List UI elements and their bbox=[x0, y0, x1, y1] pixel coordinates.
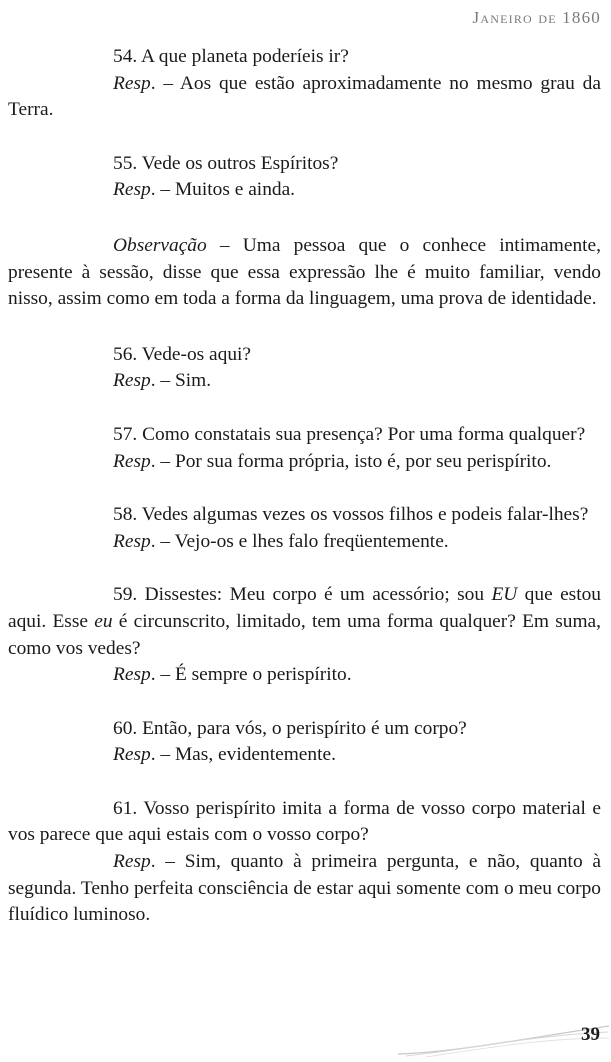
resp-label: Resp bbox=[113, 179, 151, 201]
resp-label: Resp bbox=[113, 664, 151, 686]
resp-label: Resp bbox=[113, 744, 151, 766]
answer-59: Resp. – É sempre o perispírito. bbox=[113, 664, 352, 686]
answer-61: Resp. – Sim, quanto à primeira pergunta, e não, quanto à segunda. Tenho perfeita consciência de estar aqui somente com o meu corpo fluídico luminoso. bbox=[8, 851, 601, 926]
answer-58: Resp. – Vejo-os e lhes falo freqüentemente. bbox=[113, 530, 449, 552]
question-59: 59. Dissestes: Meu corpo é um acessório; sou EU que estou aqui. Esse eu é circunscrito, limitado, tem uma forma qualquer? Em suma, como vos vedes? bbox=[8, 584, 601, 659]
observation-55: Observação – Uma pessoa que o conhece intimamente, presente à sessão, disse que essa expressão lhe é muito familiar, vendo nisso, assim como em toda a forma da linguagem, uma prova de identidade. bbox=[8, 234, 601, 310]
answer-57: Resp. – Por sua forma própria, isto é, por seu perispírito. bbox=[113, 450, 552, 472]
eu-emphasis: EU bbox=[491, 584, 518, 606]
answer-60: Resp. – Mas, evidentemente. bbox=[113, 744, 336, 766]
question-61: 61. Vosso perispírito imita a forma de vosso corpo material e vos parece que aqui estais com o vosso corpo? bbox=[8, 797, 601, 846]
running-header: Janeiro de 1860 bbox=[472, 8, 601, 27]
eu-emphasis: eu bbox=[94, 610, 113, 632]
page-number: 39 bbox=[581, 1024, 600, 1045]
page-body bbox=[8, 44, 601, 929]
answer-54: Resp. – Aos que estão aproximadamente no mesmo grau da Terra. bbox=[8, 72, 601, 121]
question-55: 55. Vede os outros Espíritos? bbox=[113, 152, 339, 174]
question-57: 57. Como constatais sua presença? Por uma forma qualquer? bbox=[113, 423, 586, 445]
question-56: 56. Vede-os aqui? bbox=[113, 343, 252, 365]
footer-swoosh-ornament bbox=[396, 1022, 611, 1058]
resp-label: Resp bbox=[113, 530, 151, 552]
resp-label: Resp bbox=[113, 72, 151, 94]
observation-label: Observação bbox=[113, 234, 207, 256]
question-54: 54. A que planeta poderíeis ir? bbox=[113, 46, 349, 67]
question-58: 58. Vedes algumas vezes os vossos filhos e podeis falar-lhes? bbox=[113, 504, 589, 526]
answer-55: Resp. – Muitos e ainda. bbox=[113, 179, 296, 201]
resp-label: Resp bbox=[113, 450, 151, 472]
answer-56: Resp. – Sim. bbox=[113, 370, 212, 392]
resp-label: Resp bbox=[113, 370, 151, 392]
question-60: 60. Então, para vós, o perispírito é um corpo? bbox=[113, 717, 467, 739]
resp-label: Resp bbox=[113, 851, 151, 873]
